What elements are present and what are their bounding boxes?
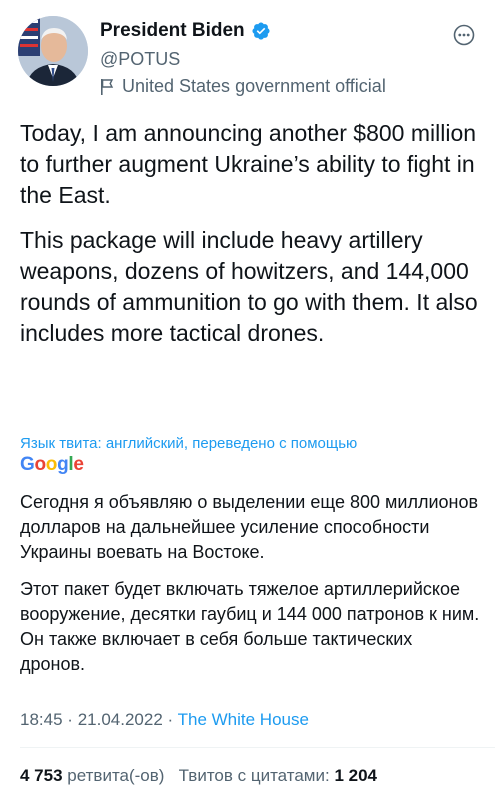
tweet-paragraph: Today, I am announcing another $800 million to further augment Ukraine’s ability to fight in the East. bbox=[20, 120, 477, 208]
tweet-time[interactable]: 18:45 bbox=[20, 710, 63, 729]
tweet-text bbox=[20, 118, 480, 363]
google-logo[interactable]: Google bbox=[20, 454, 84, 475]
divider bbox=[20, 747, 495, 748]
translation-source-label[interactable]: Язык твита: английский, переведено с помощью bbox=[20, 435, 358, 452]
tweet-date[interactable]: 21.04.2022 bbox=[77, 710, 163, 729]
avatar-photo-icon bbox=[18, 16, 88, 86]
quotes-count: 1 204 bbox=[334, 766, 377, 785]
tweet-meta bbox=[20, 710, 309, 730]
government-label-text: United States government official bbox=[122, 76, 386, 96]
verified-badge-icon bbox=[251, 21, 271, 41]
avatar[interactable] bbox=[18, 16, 88, 86]
flag-icon bbox=[100, 78, 114, 96]
more-options-button[interactable] bbox=[451, 22, 477, 48]
more-options-icon bbox=[453, 24, 475, 46]
quotes-label: Твитов с цитатами: bbox=[178, 766, 330, 785]
meta-separator: · bbox=[167, 710, 174, 729]
user-handle[interactable]: @POTUS bbox=[100, 49, 181, 69]
retweets-label: ретвита(-ов) bbox=[67, 766, 165, 785]
display-name[interactable]: President Biden bbox=[100, 20, 245, 41]
tweet-stats bbox=[20, 766, 377, 786]
government-label[interactable] bbox=[100, 76, 386, 97]
retweets-count: 4 753 bbox=[20, 766, 63, 785]
tweet-header bbox=[18, 14, 477, 100]
quotes-stat[interactable] bbox=[179, 766, 377, 785]
meta-separator: · bbox=[67, 710, 73, 729]
translated-paragraph: Сегодня я объявляю о выделении еще 800 миллионов долларов на дальнейшее усиление способности Украины воевать на Востоке. bbox=[20, 492, 479, 562]
tweet-source-link[interactable]: The White House bbox=[177, 710, 309, 729]
translated-text bbox=[20, 490, 480, 689]
translated-paragraph: Этот пакет будет включать тяжелое артиллерийское вооружение, десятки гаубиц и 144 000 патронов к ним. Он также включает в себя больше тактических дронов. bbox=[20, 579, 480, 674]
retweets-stat[interactable] bbox=[20, 766, 169, 785]
tweet-paragraph: This package will include heavy artillery weapons, dozens of howitzers, and 144,000 rounds of ammunition to go with them. It also includes more tactical drones. bbox=[20, 227, 478, 346]
